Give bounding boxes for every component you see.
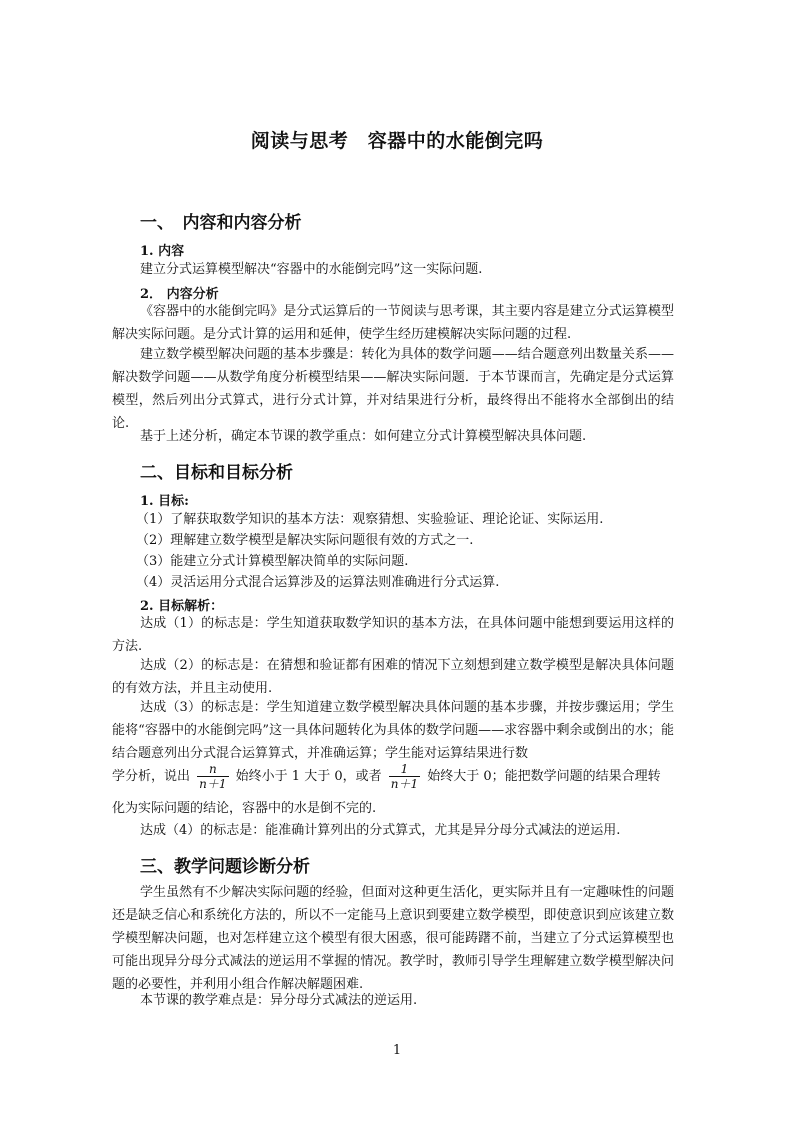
- section-1-para-2-text: 《容器中的水能倒完吗》是分式运算后的一节阅读与思考课，其主要内容是建立分式运算模型解决实际问题。是分式计算的运用和延伸，使学生经历建模解决实际问题的过程.: [112, 304, 674, 342]
- analysis-para-3-tail: 化为实际问题的结论，容器中的水是倒不完的.: [112, 801, 377, 816]
- section-3-para-1-text: 学生虽然有不少解决实际问题的经验，但面对这种更生活化，更实际并且有一定趣味性的问题还是缺乏信心和系统化方法的，所以不一定能马上意识到要建立数学模型，即使意识到应该建立数学模型解决问题，也对怎样建立这个模型有很大困惑，很可能踌躇不前，当建立了分式运算模型也可能出现异分母分式减法的逆运用不掌握的情况。教学时，教师引导学生理解建立数学模型解决问题的必要性，并利用小组合作解决解题困难.: [112, 885, 674, 992]
- fraction-2-denominator: n＋1: [390, 777, 419, 791]
- analysis-para-3-formula-line: [112, 762, 661, 791]
- analysis-para-3-text: 达成（3）的标志是：学生知道建立数学模型解决具体问题的基本步骤，并按步骤运用；学生能将“容器中的水能倒完吗”这一具体问题转化为具体的数学问题——求容器中剩余或倒出的水；能结合题意列出分式混合运算算式，并准确运算；学生能对运算结果进行数: [112, 700, 674, 761]
- section-3-heading: 三、教学问题诊断分析: [140, 857, 310, 877]
- goal-item: （4）灵活运用分式混合运算涉及的运算法则准确进行分式运算.: [136, 575, 500, 590]
- section-1-sub-2: 2． 内容分析: [140, 287, 219, 302]
- section-1-sub-1: 1. 内容: [140, 244, 185, 259]
- section-1-para-4: [112, 425, 674, 448]
- analysis-para-1: [112, 612, 674, 658]
- goal-item: （1）了解获取数学知识的基本方法：观察猜想、实验验证、理论论证、实际运用.: [136, 512, 604, 527]
- section-1-heading: 一、 内容和内容分析: [140, 213, 302, 233]
- section-1-para-4-text: 基于上述分析，确定本节课的教学重点：如何建立分式计算模型解决具体问题.: [140, 429, 587, 444]
- formula-line-text-a: 学分析，说出: [112, 769, 191, 784]
- analysis-para-4-text: 达成（4）的标志是：能准确计算列出的分式算式，尤其是异分母分式减法的逆运用.: [140, 823, 621, 838]
- goal-item: （2）理解建立数学模型是解决实际问题很有效的方式之一.: [136, 533, 474, 548]
- page-title: 阅读与思考 容器中的水能倒完吗: [250, 130, 544, 152]
- section-1-para-2: [112, 300, 674, 346]
- section-1-para-1: 建立分式运算模型解决“容器中的水能倒完吗”这一实际问题.: [140, 262, 483, 277]
- analysis-para-1-text: 达成（1）的标志是：学生知道获取数学知识的基本方法，在具体问题中能想到要运用这样的方法.: [112, 616, 674, 654]
- section-2-sub-2: 2. 目标解析：: [140, 599, 224, 614]
- fraction-2-numerator: 1: [400, 762, 409, 776]
- analysis-para-2: [112, 654, 674, 700]
- section-3-para-1: [112, 881, 674, 996]
- analysis-para-3: [112, 696, 674, 765]
- section-3-para-2: [112, 989, 674, 1012]
- formula-line-text-c: 始终大于 0；能把数学问题的结果合理转: [427, 769, 661, 784]
- section-3-para-2-text: 本节课的教学难点是：异分母分式减法的逆运用.: [140, 993, 418, 1008]
- fraction-1-over-n-plus-1: [389, 762, 420, 791]
- fraction-n-over-n-plus-1: [197, 762, 228, 791]
- section-1-para-3-text: 建立数学模型解决问题的基本步骤是：转化为具体的数学问题——结合题意列出数量关系——解决数学问题——从数学角度分析模型结果——解决实际问题．于本节课而言，先确定是分式运算模型，然后列出分式算式，进行分式计算，并对结果进行分析，最终得出不能将水全部倒出的结论.: [112, 347, 674, 431]
- fraction-1-numerator: n: [208, 762, 217, 776]
- fraction-1-denominator: n＋1: [199, 777, 227, 791]
- analysis-para-2-text: 达成（2）的标志是：在猜想和验证都有困难的情况下立刻想到建立数学模型是解决具体问题的有效方法，并且主动使用.: [112, 658, 674, 696]
- formula-line-text-b: 始终小于 1 大于 0，或者: [235, 769, 382, 784]
- page-number: 1: [392, 1043, 402, 1058]
- section-2-heading: 二、目标和目标分析: [140, 463, 293, 483]
- goal-item: （3）能建立分式计算模型解决简单的实际问题.: [136, 554, 409, 569]
- analysis-para-4: [112, 819, 674, 842]
- section-2-sub-1: 1. 目标:: [140, 494, 189, 509]
- section-1-para-3: [112, 343, 674, 435]
